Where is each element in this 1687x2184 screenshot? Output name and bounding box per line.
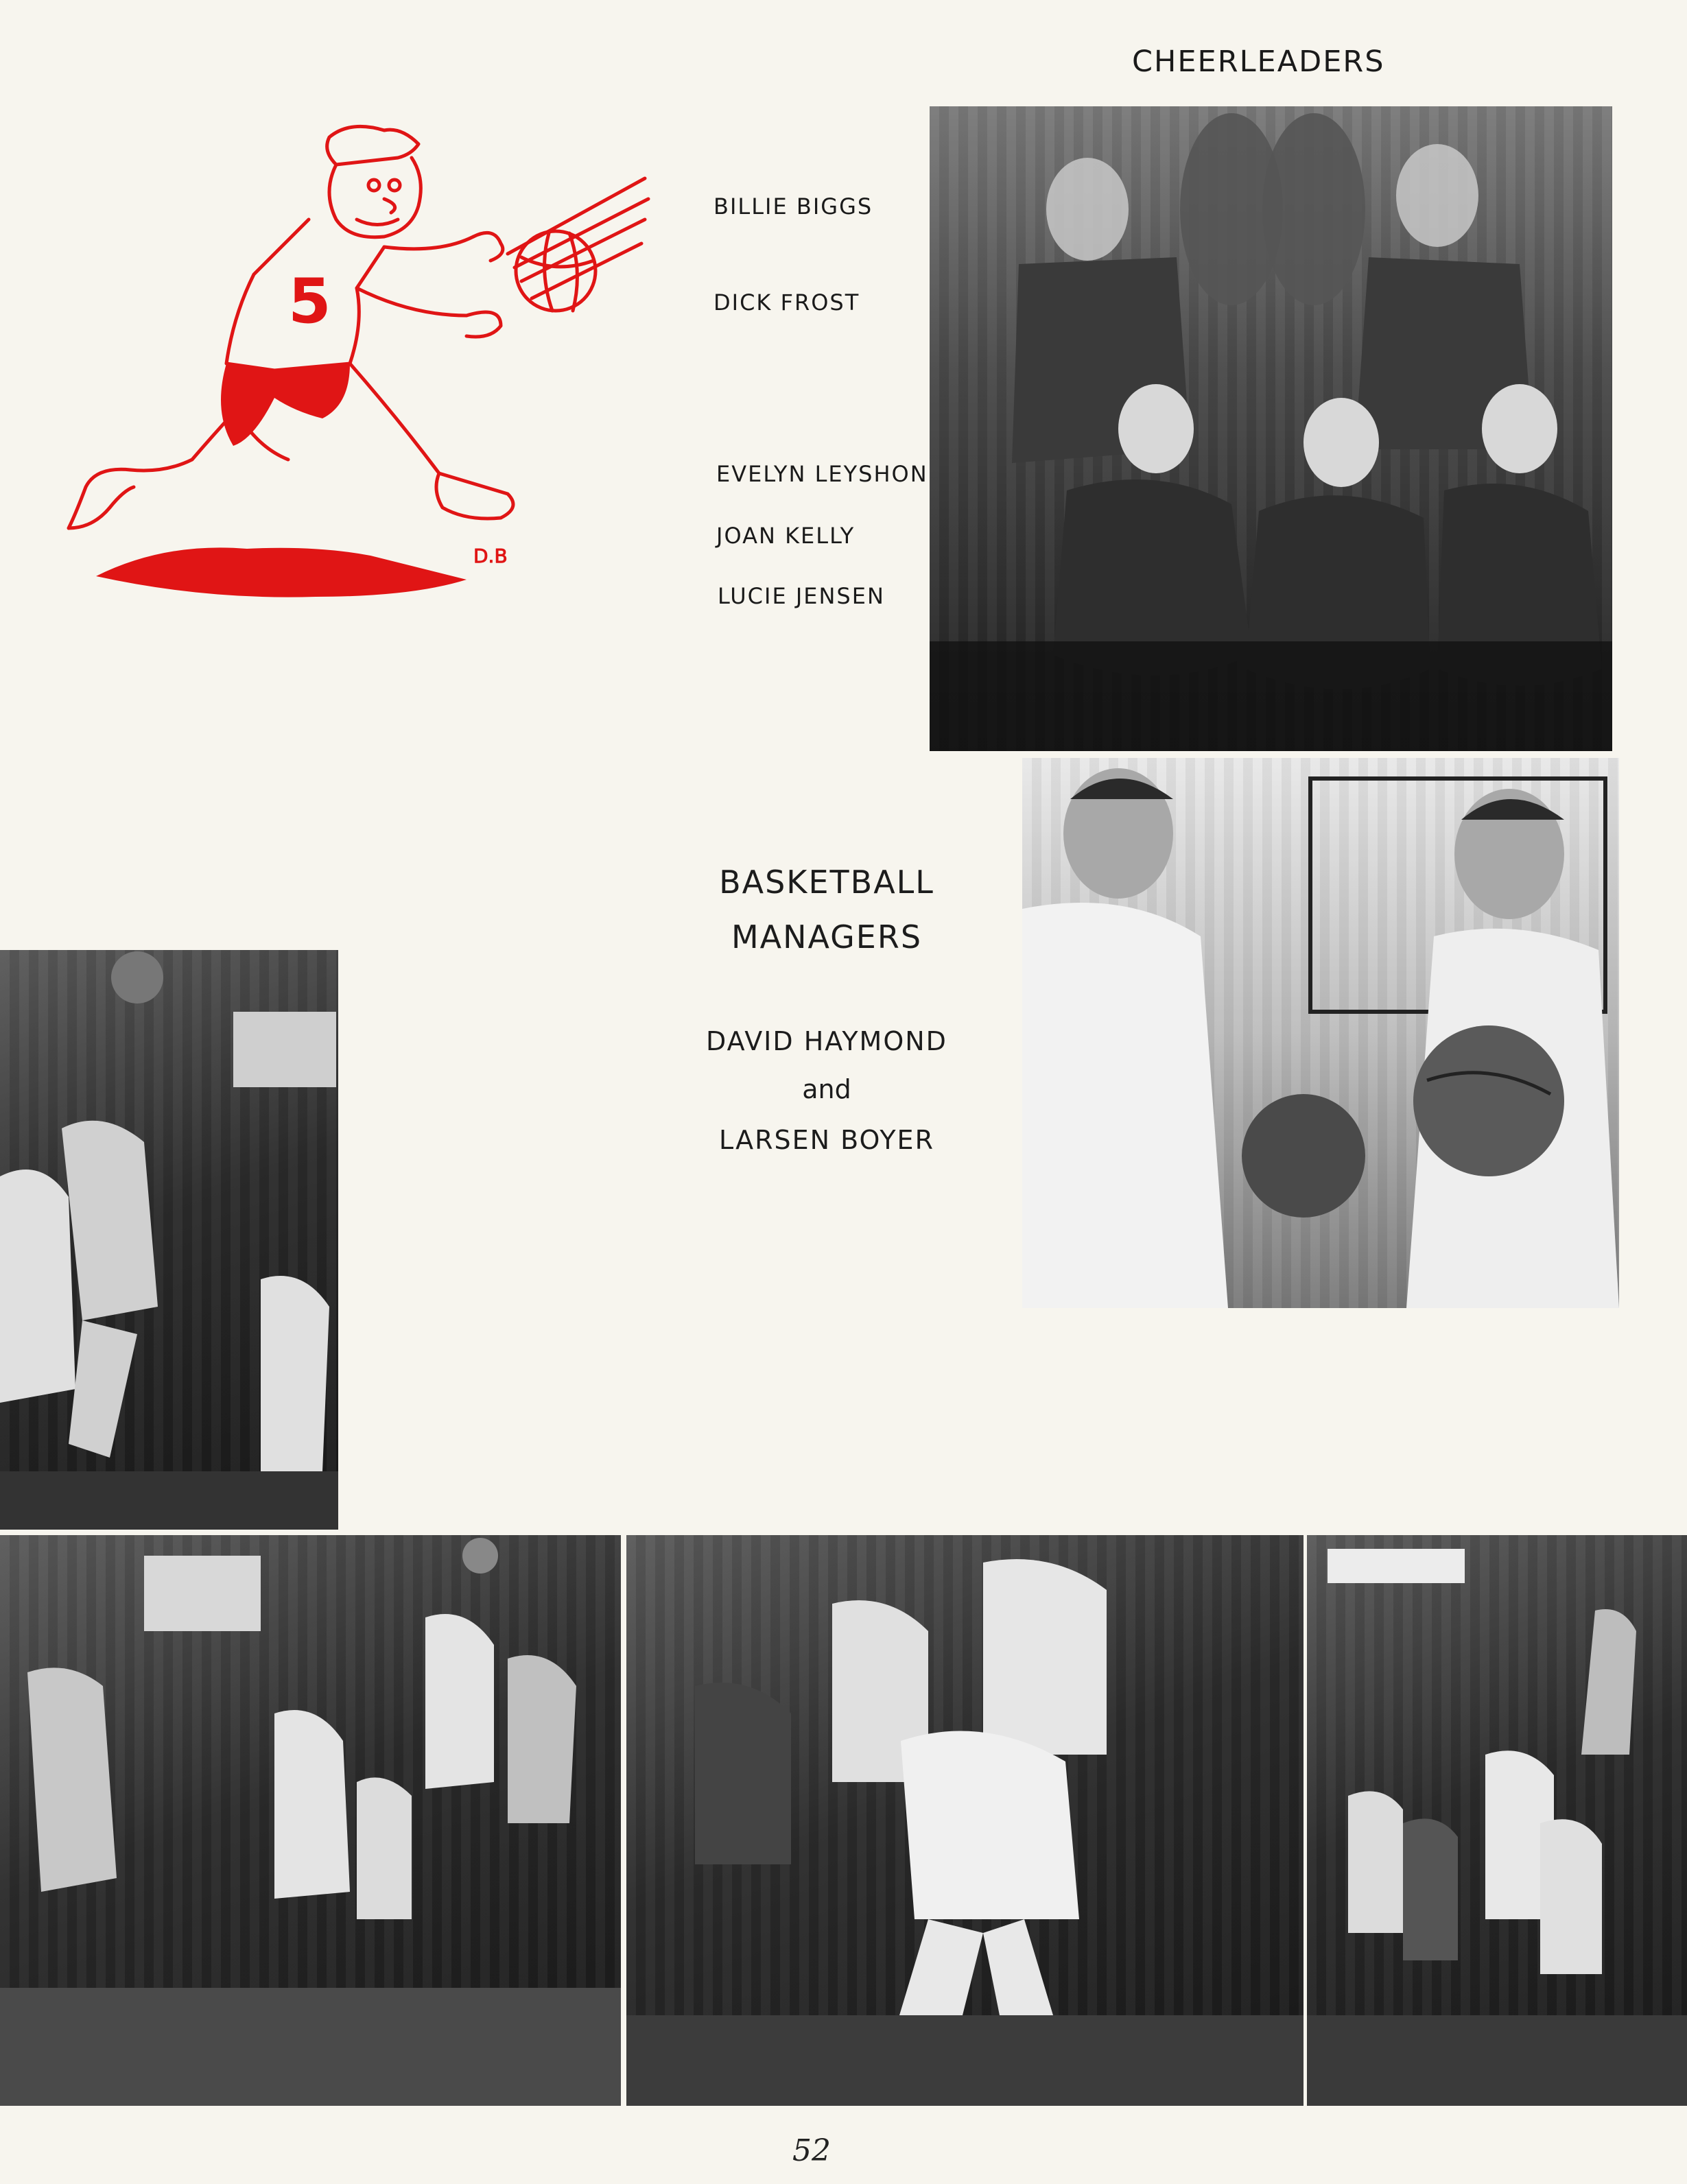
signature-text: D.B — [473, 545, 508, 567]
cartoon-player-drawing — [27, 117, 659, 624]
page-number: 52 — [792, 2133, 831, 2168]
managers-and: and — [802, 1074, 851, 1104]
jersey-number: 5 — [288, 265, 331, 337]
cheerleader-name-5: LUCIE JENSEN — [718, 583, 885, 609]
basketball-action-photo-left — [0, 950, 338, 1530]
basketball-action-photo-bottom-1 — [0, 1535, 621, 2106]
cheerleader-name-4: JOAN KELLY — [716, 523, 856, 549]
basketball-action-photo-bottom-3 — [1307, 1535, 1687, 2106]
cheerleaders-title: CHEERLEADERS — [1132, 45, 1385, 79]
cheerleaders-photo — [930, 106, 1612, 751]
manager-name-2: LARSEN BOYER — [719, 1125, 934, 1155]
cheerleader-name-2: DICK FROST — [713, 289, 860, 316]
cheerleader-name-1: BILLIE BIGGS — [713, 193, 873, 219]
manager-name-1: DAVID HAYMOND — [706, 1026, 947, 1056]
managers-photo — [1022, 758, 1619, 1308]
cheerleader-name-3: EVELYN LEYSHON — [716, 461, 928, 487]
basketball-action-photo-bottom-2 — [626, 1535, 1303, 2106]
managers-title-line2: MANAGERS — [731, 918, 923, 956]
basketball-cartoon — [27, 117, 659, 624]
managers-title-line1: BASKETBALL — [719, 864, 934, 901]
